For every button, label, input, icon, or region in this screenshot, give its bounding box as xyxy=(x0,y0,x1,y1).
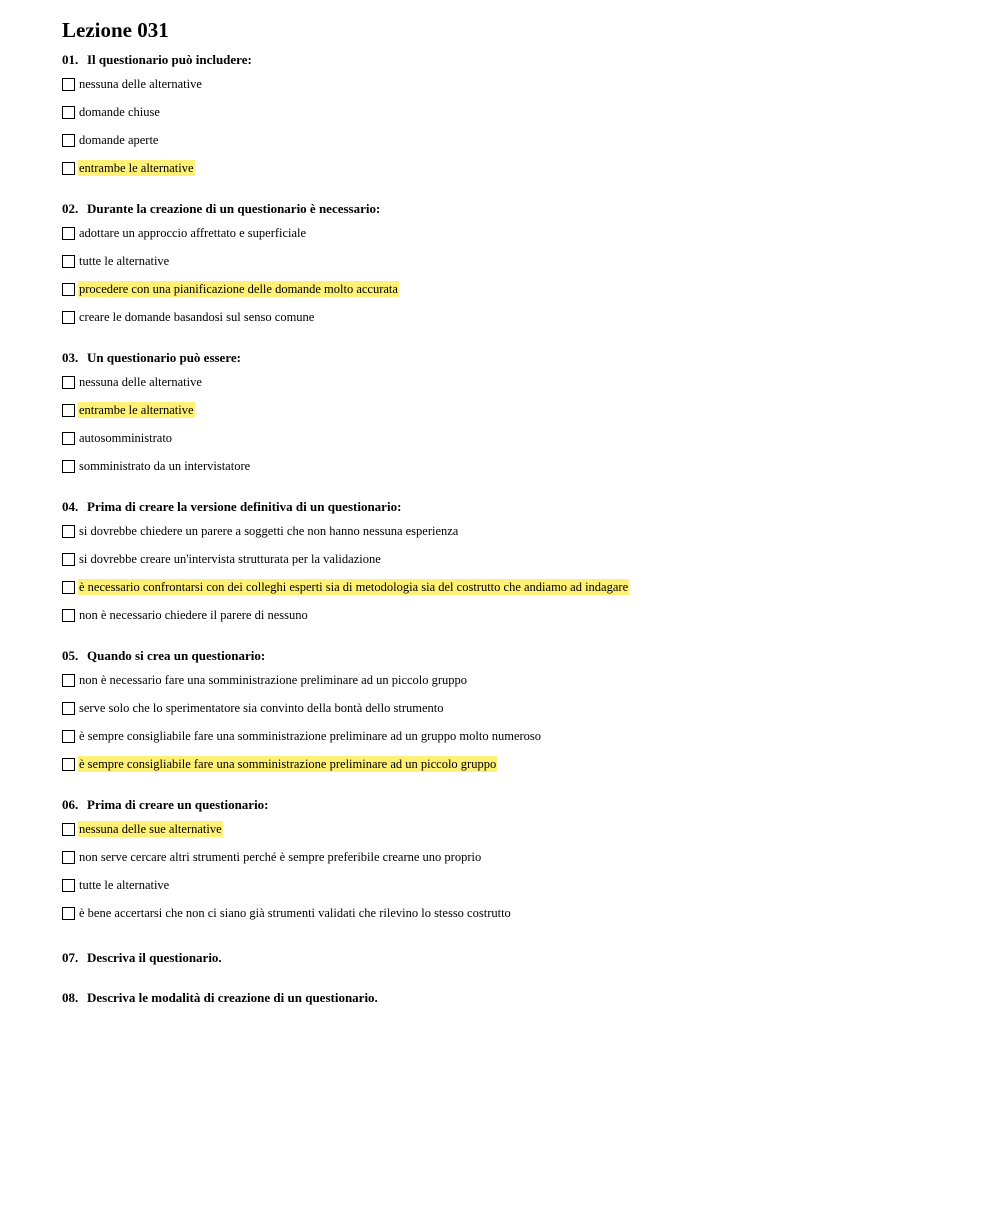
answer-checkbox[interactable] xyxy=(62,609,75,622)
question-text: Prima di creare un questionario: xyxy=(87,797,269,812)
answer-checkbox[interactable] xyxy=(62,432,75,445)
answer-text: si dovrebbe creare un'intervista strutturata per la validazione xyxy=(79,552,381,566)
answer-text: domande chiuse xyxy=(79,105,160,119)
question-text: Il questionario può includere: xyxy=(87,52,252,67)
answer-text: tutte le alternative xyxy=(79,254,170,268)
answer-checkbox[interactable] xyxy=(62,553,75,566)
answer-option[interactable] xyxy=(62,573,962,601)
answer-text-highlighted: entrambe le alternative xyxy=(79,403,194,417)
answer-option[interactable] xyxy=(62,126,962,154)
answer-option[interactable] xyxy=(62,666,962,694)
page-title: Lezione 031 xyxy=(62,18,169,42)
answer-option[interactable] xyxy=(62,517,962,545)
answer-text-highlighted: procedere con una pianificazione delle domande molto accurata xyxy=(79,282,398,296)
answer-option[interactable] xyxy=(62,396,962,424)
question-heading xyxy=(62,989,962,1007)
answer-checkbox[interactable] xyxy=(62,106,75,119)
answer-text: tutte le alternative xyxy=(79,878,170,892)
question-text: Durante la creazione di un questionario è necessario: xyxy=(87,201,381,216)
answer-text: è bene accertarsi che non ci siano già strumenti validati che rilevino lo stesso costrutto xyxy=(79,906,511,920)
answer-checkbox[interactable] xyxy=(62,758,75,771)
question-number: 01. xyxy=(62,52,79,67)
answer-checkbox[interactable] xyxy=(62,460,75,473)
question-number: 03. xyxy=(62,350,79,365)
question-heading xyxy=(62,498,962,516)
options-list xyxy=(62,219,962,331)
answer-text: domande aperte xyxy=(79,133,159,147)
answer-text: adottare un approccio affrettato e superficiale xyxy=(79,226,307,240)
question-text: Un questionario può essere: xyxy=(87,350,241,365)
answer-text: somministrato da un intervistatore xyxy=(79,459,251,473)
options-list xyxy=(62,70,962,182)
answer-option[interactable] xyxy=(62,154,962,182)
question-number: 06. xyxy=(62,797,79,812)
answer-checkbox[interactable] xyxy=(62,255,75,268)
open-question-block xyxy=(62,949,962,967)
answer-option[interactable] xyxy=(62,722,962,750)
answer-option[interactable] xyxy=(62,219,962,247)
open-question-block xyxy=(62,989,962,1007)
question-heading xyxy=(62,349,962,367)
answer-checkbox[interactable] xyxy=(62,879,75,892)
question-text: Prima di creare la versione definitiva di un questionario: xyxy=(87,499,402,514)
answer-option[interactable] xyxy=(62,247,962,275)
answer-text-highlighted: è necessario confrontarsi con dei colleghi esperti sia di metodologia sia del costrutto che andiamo ad indagare xyxy=(79,580,629,594)
answer-option[interactable] xyxy=(62,750,962,778)
answer-checkbox[interactable] xyxy=(62,730,75,743)
answer-checkbox[interactable] xyxy=(62,674,75,687)
answer-text: si dovrebbe chiedere un parere a soggetti che non hanno nessuna esperienza xyxy=(79,524,459,538)
question-block xyxy=(62,647,962,778)
answer-checkbox[interactable] xyxy=(62,227,75,240)
answer-option[interactable] xyxy=(62,871,962,899)
answer-checkbox[interactable] xyxy=(62,162,75,175)
question-block xyxy=(62,200,962,331)
options-list xyxy=(62,517,962,629)
answer-option[interactable] xyxy=(62,368,962,396)
answer-text-highlighted: entrambe le alternative xyxy=(79,161,194,175)
questions-list xyxy=(62,51,962,927)
answer-checkbox[interactable] xyxy=(62,525,75,538)
answer-checkbox[interactable] xyxy=(62,702,75,715)
answer-option[interactable] xyxy=(62,899,962,927)
answer-checkbox[interactable] xyxy=(62,851,75,864)
answer-option[interactable] xyxy=(62,424,962,452)
answer-checkbox[interactable] xyxy=(62,376,75,389)
answer-text: non è necessario fare una somministrazione preliminare ad un piccolo gruppo xyxy=(79,673,468,687)
answer-text: autosomministrato xyxy=(79,431,173,445)
answer-option[interactable] xyxy=(62,303,962,331)
open-questions-list xyxy=(62,949,962,1007)
options-list xyxy=(62,666,962,778)
answer-text: creare le domande basandosi sul senso comune xyxy=(79,310,315,324)
question-block xyxy=(62,498,962,629)
answer-checkbox[interactable] xyxy=(62,404,75,417)
question-heading xyxy=(62,949,962,967)
answer-checkbox[interactable] xyxy=(62,581,75,594)
question-number: 08. xyxy=(62,990,79,1005)
question-number: 02. xyxy=(62,201,79,216)
answer-text-highlighted: nessuna delle sue alternative xyxy=(79,822,222,836)
question-number: 04. xyxy=(62,499,79,514)
answer-option[interactable] xyxy=(62,98,962,126)
answer-text: non serve cercare altri strumenti perché è sempre preferibile crearne uno proprio xyxy=(79,850,482,864)
answer-checkbox[interactable] xyxy=(62,823,75,836)
question-heading xyxy=(62,796,962,814)
answer-text: serve solo che lo sperimentatore sia convinto della bontà dello strumento xyxy=(79,701,444,715)
answer-text-highlighted: è sempre consigliabile fare una somministrazione preliminare ad un piccolo gruppo xyxy=(79,757,497,771)
question-block xyxy=(62,349,962,480)
document-page xyxy=(62,16,962,1007)
answer-text: nessuna delle alternative xyxy=(79,77,202,91)
options-list xyxy=(62,815,962,927)
question-heading xyxy=(62,200,962,218)
question-heading xyxy=(62,51,962,69)
answer-checkbox[interactable] xyxy=(62,78,75,91)
answer-checkbox[interactable] xyxy=(62,134,75,147)
answer-option[interactable] xyxy=(62,601,962,629)
answer-option[interactable] xyxy=(62,694,962,722)
question-number: 07. xyxy=(62,950,79,965)
answer-text: nessuna delle alternative xyxy=(79,375,202,389)
answer-checkbox[interactable] xyxy=(62,907,75,920)
answer-checkbox[interactable] xyxy=(62,283,75,296)
answer-option[interactable] xyxy=(62,452,962,480)
question-block xyxy=(62,796,962,927)
question-text: Descriva le modalità di creazione di un questionario. xyxy=(87,990,378,1005)
question-block xyxy=(62,51,962,182)
answer-text: non è necessario chiedere il parere di nessuno xyxy=(79,608,308,622)
answer-option[interactable] xyxy=(62,70,962,98)
question-text: Quando si crea un questionario: xyxy=(87,648,266,663)
answer-text: è sempre consigliabile fare una somministrazione preliminare ad un gruppo molto numeroso xyxy=(79,729,542,743)
question-heading xyxy=(62,647,962,665)
options-list xyxy=(62,368,962,480)
answer-option[interactable] xyxy=(62,843,962,871)
question-number: 05. xyxy=(62,648,79,663)
answer-option[interactable] xyxy=(62,275,962,303)
answer-option[interactable] xyxy=(62,545,962,573)
answer-option[interactable] xyxy=(62,815,962,843)
question-text: Descriva il questionario. xyxy=(87,950,222,965)
answer-checkbox[interactable] xyxy=(62,311,75,324)
